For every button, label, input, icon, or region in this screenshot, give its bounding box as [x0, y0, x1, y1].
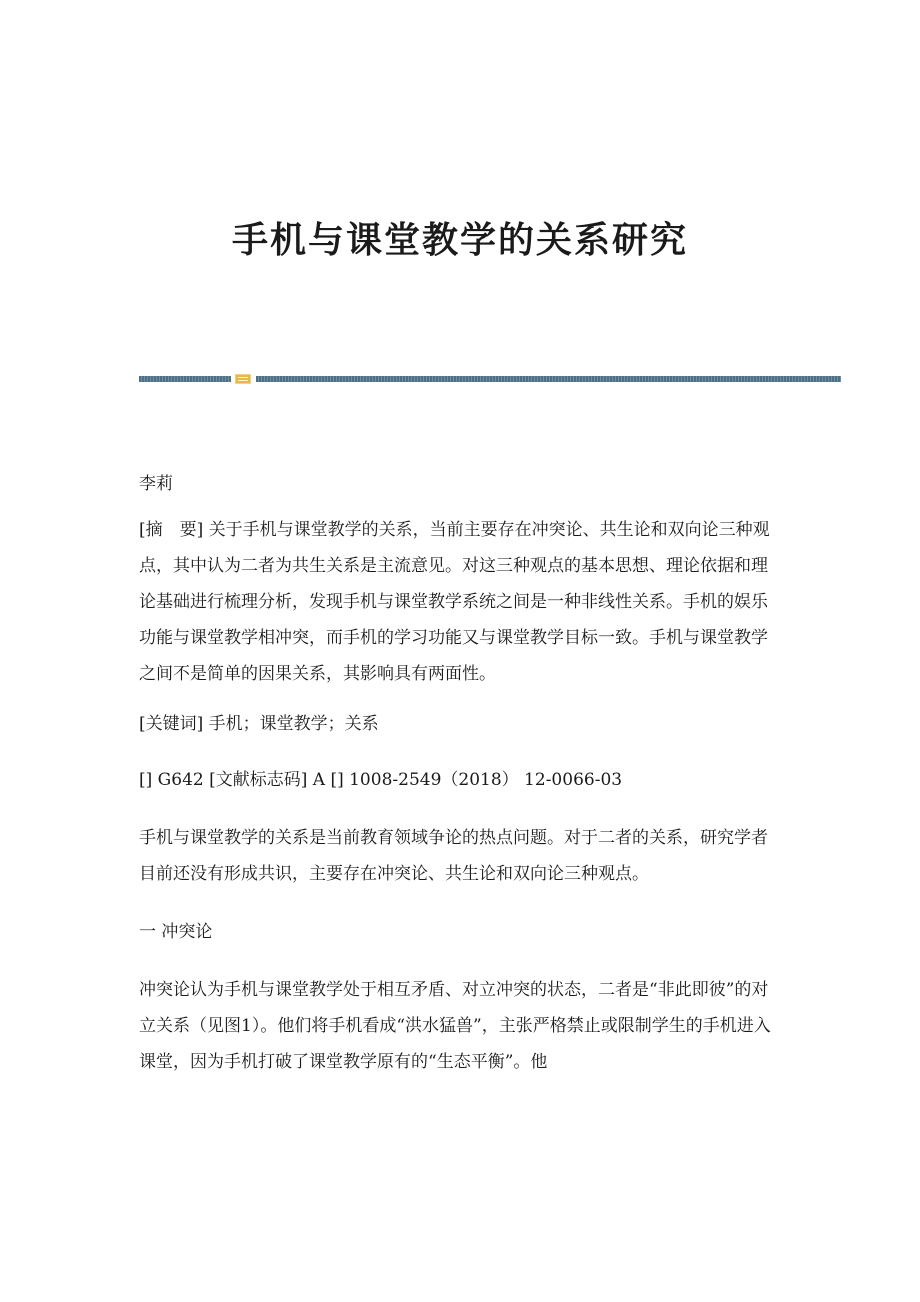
section-heading: 一 冲突论	[139, 922, 213, 942]
section-paragraph: 冲突论认为手机与课堂教学处于相互矛盾、对立冲突的状态，二者是“非此即彼”的对立关系（见图1）。他们将手机看成“洪水猛兽”，主张严格禁止或限制学生的手机进入课堂，因为手机打破了课堂教学原有的“生态平衡”。他	[139, 980, 771, 1072]
abstract-paragraph: [摘 要] 关于手机与课堂教学的关系，当前主要存在冲突论、共生论和双向论三种观点，其中认为二者为共生关系是主流意见。对这三种观点的基本思想、理论依据和理论基础进行梳理分析，发现手机与课堂教学系统之间是一种非线性关系。手机的娱乐功能与课堂教学相冲突，而手机的学习功能又与课堂教学目标一致。手机与课堂教学之间不是简单的因果关系，其影响具有两面性。	[139, 520, 770, 684]
title-divider	[139, 374, 841, 384]
divider-bar-left	[139, 376, 231, 382]
document-title: 手机与课堂教学的关系研究	[231, 219, 688, 261]
divider-bar-right	[256, 376, 841, 382]
intro-paragraph: 手机与课堂教学的关系是当前教育领域争论的热点问题。对于二者的关系，研究学者目前还没有形成共识，主要存在冲突论、共生论和双向论三种观点。	[139, 828, 768, 884]
document-body	[139, 466, 779, 1080]
divider-ornament-icon	[235, 374, 251, 384]
keywords-line: [关键词] 手机；课堂教学；关系	[139, 714, 379, 734]
classification-line: [] G642 [文献标志码] A [] 1008-2549（2018） 12-0066-03	[139, 770, 623, 790]
author-name: 李莉	[139, 474, 173, 494]
